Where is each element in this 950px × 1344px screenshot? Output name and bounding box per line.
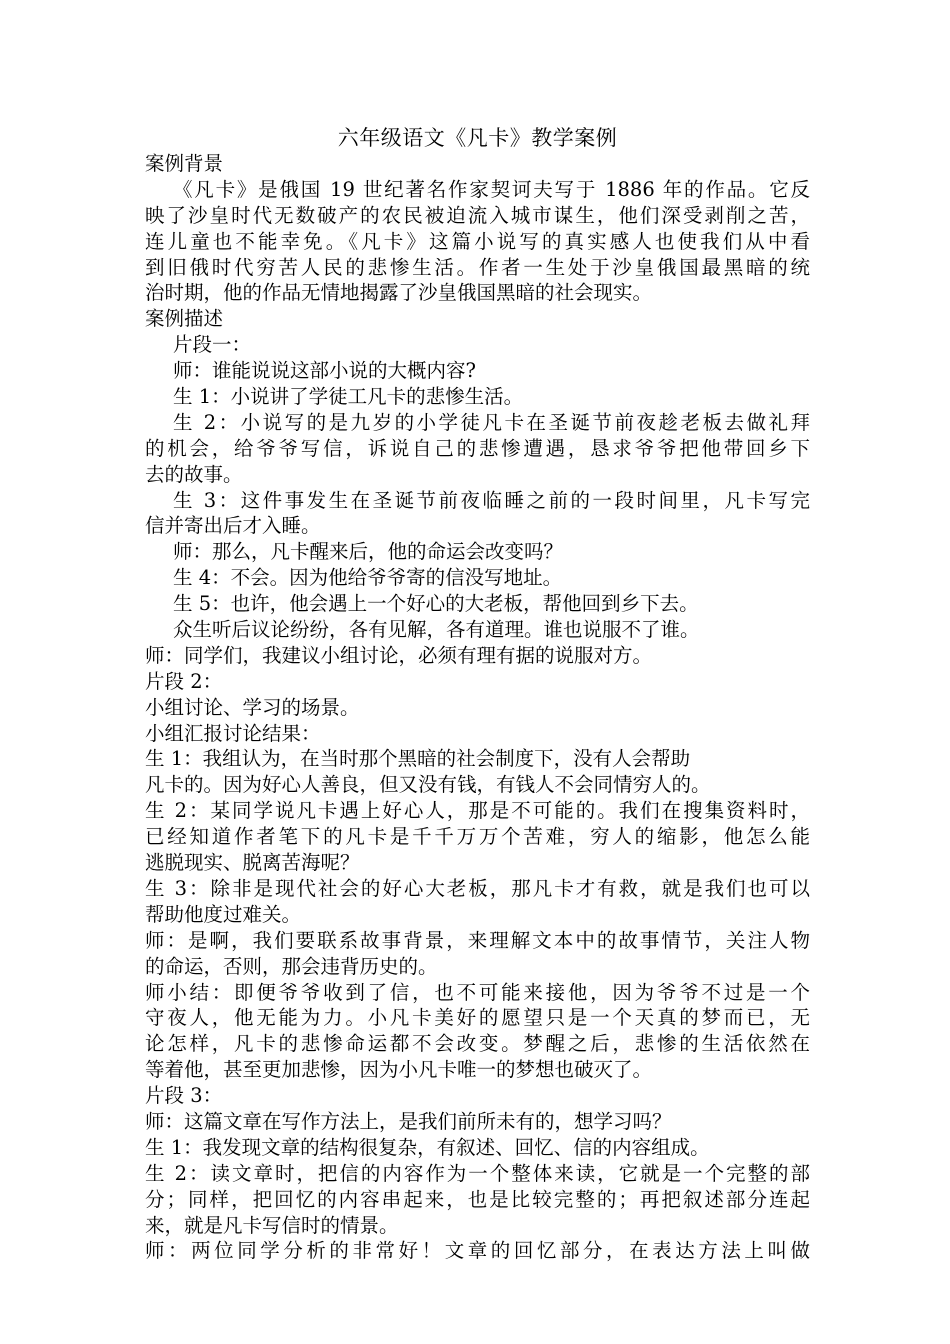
text-line: 生 2：读文章时，把信的内容作为一个整体来读，它就是一个完整的部 (145, 1161, 810, 1185)
text-line: 逃脱现实、脱离苦海呢？ (145, 851, 360, 875)
text-line: 帮助他度过难关。 (145, 902, 302, 926)
document-page (145, 125, 810, 1264)
text-line: 片段 2： (145, 669, 223, 693)
text-line: 凡卡的。因为好心人善良，但又没有钱，有钱人不会同情穷人的。 (145, 773, 711, 797)
text-line: 生 2：某同学说凡卡遇上好心人，那是不可能的。我们在搜集资料时， (145, 799, 810, 823)
text-line: 信并寄出后才入睡。 (145, 514, 321, 538)
text-line: 师：这篇文章在写作方法上，是我们前所未有的，想学习吗？ (145, 1109, 672, 1133)
text-line: 生 3：除非是现代社会的好心大老板，那凡卡才有救，就是我们也可以 (145, 876, 810, 900)
text-line: 《凡卡》是俄国 19 世纪著名作家契诃夫写于 1886 年的作品。它反 (173, 177, 810, 201)
text-line: 师小结：即便爷爷收到了信，也不可能来接他，因为爷爷不过是一个 (145, 980, 810, 1004)
text-line: 师：同学们，我建议小组讨论，必须有理有据的说服对方。 (145, 643, 653, 667)
document-title: 六年级语文《凡卡》教学案例 (337, 126, 618, 150)
text-line: 治时期，他的作品无情地揭露了沙皇俄国黑暗的社会现实。 (145, 281, 653, 305)
text-line: 小组汇报讨论结果： (145, 721, 321, 745)
text-line: 生 4：不会。因为他给爷爷寄的信没写地址。 (173, 566, 563, 590)
text-line: 师：谁能说说这部小说的大概内容? (173, 359, 476, 383)
text-line: 师：那么，凡卡醒来后，他的命运会改变吗？ (173, 540, 564, 564)
text-line: 已经知道作者笔下的凡卡是千千万万个苦难，穷人的缩影，他怎么能 (145, 825, 810, 849)
text-line: 分；同样，把回忆的内容串起来，也是比较完整的；再把叙述部分连起 (145, 1187, 810, 1211)
text-line: 的命运，否则，那会违背历史的。 (145, 954, 438, 978)
text-line: 案例描述 (145, 307, 224, 331)
text-line: 到旧俄时代穷苦人民的悲惨生活。作者一生处于沙皇俄国最黑暗的统 (145, 255, 810, 279)
text-line: 生 3：这件事发生在圣诞节前夜临睡之前的一段时间里，凡卡写完 (173, 488, 810, 512)
text-line: 映了沙皇时代无数破产的农民被迫流入城市谋生，他们深受剥削之苦， (145, 203, 810, 227)
text-line: 师：是啊，我们要联系故事背景，来理解文本中的故事情节，关注人物 (145, 928, 810, 952)
text-line: 生 1：我组认为，在当时那个黑暗的社会制度下，没有人会帮助 (145, 747, 691, 771)
text-line: 论怎样，凡卡的悲惨命运都不会改变。梦醒之后，悲惨的生活依然在 (145, 1032, 810, 1056)
text-line: 等着他，甚至更加悲惨，因为小凡卡唯一的梦想也破灭了。 (145, 1058, 653, 1082)
text-line: 来，就是凡卡写信时的情景。 (145, 1213, 399, 1237)
text-line: 案例背景 (145, 152, 224, 175)
text-line: 生 5：也许，他会遇上一个好心的大老板，帮他回到乡下去。 (173, 592, 699, 616)
text-line: 师：两位同学分析的非常好！文章的回忆部分，在表达方法上叫做 (145, 1239, 810, 1263)
text-line: 去的故事。 (145, 462, 243, 486)
text-line: 的机会，给爷爷写信，诉说自己的悲惨遭遇，恳求爷爷把他带回乡下 (145, 436, 810, 460)
text-line: 生 2：小说写的是九岁的小学徒凡卡在圣诞节前夜趁老板去做礼拜 (173, 410, 810, 434)
text-line: 生 1：小说讲了学徒工凡卡的悲惨生活。 (173, 385, 524, 409)
text-line: 守夜人，他无能为力。小凡卡美好的愿望只是一个天真的梦而已，无 (145, 1006, 810, 1030)
text-line: 众生听后议论纷纷，各有见解，各有道理。谁也说服不了谁。 (173, 618, 700, 642)
text-line: 生 1：我发现文章的结构很复杂，有叙述、回忆、信的内容组成。 (145, 1135, 710, 1159)
text-line: 小组讨论、学习的场景。 (145, 695, 360, 719)
text-line: 连儿童也不能幸免。《凡卡》这篇小说写的真实感人也使我们从中看 (145, 229, 810, 253)
document-body (145, 151, 810, 1264)
text-line: 片段一： (173, 333, 252, 357)
text-line: 片段 3： (145, 1084, 223, 1108)
